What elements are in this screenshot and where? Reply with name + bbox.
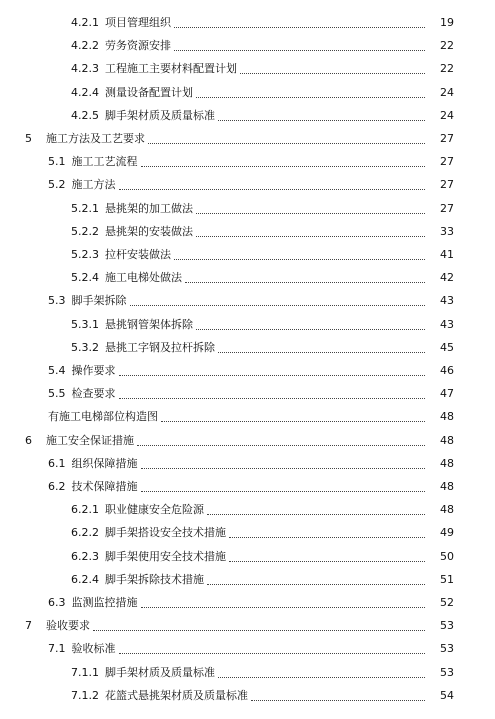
toc-entry[interactable] (0, 153, 495, 171)
toc-entry-title: 脚手架搭设安全技术措施 (105, 526, 226, 539)
toc-entry-number: 4.2.5 (71, 109, 99, 122)
toc-entry-number: 5.2.1 (71, 202, 99, 215)
toc-entry-page: 42 (440, 271, 454, 284)
toc-entry-title: 职业健康安全危险源 (105, 503, 204, 516)
toc-entry[interactable] (0, 176, 495, 194)
toc-entry-page: 48 (440, 503, 454, 516)
toc-entry-title: 花篮式悬挑架材质及质量标准 (105, 689, 248, 702)
toc-entry-number: 5.5 (48, 387, 66, 400)
dot-leader (119, 397, 426, 399)
toc-entry-page: 51 (440, 573, 454, 586)
toc-entry[interactable] (0, 292, 495, 310)
toc-entry-page: 53 (440, 619, 454, 632)
toc-entry[interactable] (0, 316, 495, 334)
toc-entry-title: 检查要求 (71, 387, 116, 400)
toc-entry[interactable] (0, 246, 495, 264)
toc-entry-page: 48 (440, 434, 454, 447)
dot-leader (207, 513, 425, 515)
toc-entry-number: 6.2.4 (71, 573, 99, 586)
toc-entry-page: 49 (440, 526, 454, 539)
dot-leader (141, 606, 426, 608)
toc-entry-title: 悬挑钢管架体拆除 (105, 318, 193, 331)
toc-entry[interactable] (0, 501, 495, 519)
toc-entry[interactable] (0, 617, 495, 635)
toc-entry-title: 操作要求 (71, 364, 116, 377)
dot-leader (196, 96, 425, 98)
toc-entry-page: 33 (440, 225, 454, 238)
toc-entry-page: 27 (440, 178, 454, 191)
toc-entry-page: 43 (440, 318, 454, 331)
toc-entry-page: 43 (440, 294, 454, 307)
toc-entry-title: 悬挑架的加工做法 (105, 202, 193, 215)
toc-entry[interactable] (0, 687, 495, 705)
toc-entry-page: 27 (440, 132, 454, 145)
toc-entry-title: 测量设备配置计划 (105, 86, 193, 99)
toc-entry-number: 7.1 (48, 642, 66, 655)
toc-entry-number: 7 (25, 619, 32, 632)
toc-entry-page: 24 (440, 86, 454, 99)
toc-entry-page: 54 (440, 689, 454, 702)
toc-entry-number: 6.3 (48, 596, 66, 609)
dot-leader (196, 212, 425, 214)
toc-entry-title: 施工安全保证措施 (46, 434, 134, 447)
toc-entry[interactable] (0, 432, 495, 450)
dot-leader (174, 258, 425, 260)
toc-entry[interactable] (0, 14, 495, 32)
toc-entry-page: 47 (440, 387, 454, 400)
dot-leader (119, 188, 426, 190)
dot-leader (141, 165, 426, 167)
toc-entry[interactable] (0, 455, 495, 473)
toc-entry[interactable] (0, 408, 495, 426)
dot-leader (218, 351, 425, 353)
toc-entry-title: 监测监控措施 (71, 596, 138, 609)
toc-entry-number: 6.2 (48, 480, 66, 493)
toc-entry-title: 验收要求 (46, 619, 90, 632)
toc-entry-page: 41 (440, 248, 454, 261)
toc-entry-page: 48 (440, 480, 454, 493)
toc-entry-title: 项目管理组织 (105, 16, 171, 29)
toc-entry-number: 5.2.2 (71, 225, 99, 238)
toc-entry-number: 4.2.1 (71, 16, 99, 29)
toc-entry-page: 48 (440, 457, 454, 470)
toc-entry[interactable] (0, 269, 495, 287)
toc-entry-title: 拉杆安装做法 (105, 248, 171, 261)
toc-entry[interactable] (0, 339, 495, 357)
toc-entry[interactable] (0, 362, 495, 380)
toc-entry-number: 6.1 (48, 457, 66, 470)
dot-leader (185, 281, 425, 283)
toc-entry[interactable] (0, 223, 495, 241)
toc-entry-title: 技术保障措施 (71, 480, 138, 493)
toc-entry-number: 5.3 (48, 294, 66, 307)
toc-entry-title: 施工方法 (71, 178, 116, 191)
toc-entry-number: 5.3.2 (71, 341, 99, 354)
toc-entry-title: 施工电梯处做法 (105, 271, 182, 284)
dot-leader (119, 652, 426, 654)
toc-entry-number: 5.3.1 (71, 318, 99, 331)
toc-entry-title: 施工工艺流程 (71, 155, 138, 168)
toc-entry-page: 46 (440, 364, 454, 377)
toc-entry-title: 组织保障措施 (71, 457, 138, 470)
toc-entry-page: 53 (440, 666, 454, 679)
toc-entry-number: 6.2.2 (71, 526, 99, 539)
toc-entry-title: 施工方法及工艺要求 (46, 132, 145, 145)
dot-leader (240, 72, 425, 74)
toc-entry[interactable] (0, 107, 495, 125)
toc-entry-number: 5.2.3 (71, 248, 99, 261)
dot-leader (229, 560, 425, 562)
dot-leader (93, 629, 425, 631)
dot-leader (137, 444, 425, 446)
toc-entry-title: 悬挑工字钢及拉杆拆除 (105, 341, 215, 354)
dot-leader (148, 142, 425, 144)
toc-entry[interactable] (0, 200, 495, 218)
toc-entry-number: 4.2.2 (71, 39, 99, 52)
dot-leader (218, 676, 425, 678)
toc-entry[interactable] (0, 571, 495, 589)
dot-leader (130, 304, 426, 306)
toc-entry-number: 6 (25, 434, 32, 447)
toc-entry-number: 5 (25, 132, 32, 145)
toc-entry[interactable] (0, 548, 495, 566)
toc-entry-title: 有施工电梯部位构造图 (48, 410, 158, 423)
dot-leader (141, 490, 426, 492)
dot-leader (207, 583, 425, 585)
toc-entry-page: 52 (440, 596, 454, 609)
toc-entry-number: 5.1 (48, 155, 66, 168)
toc-entry-title: 工程施工主要材料配置计划 (105, 62, 237, 75)
toc-entry-title: 脚手架材质及质量标准 (105, 109, 215, 122)
toc-entry-page: 27 (440, 155, 454, 168)
dot-leader (251, 699, 425, 701)
toc-entry-number: 7.1.1 (71, 666, 99, 679)
toc-entry-page: 48 (440, 410, 454, 423)
toc-entry[interactable] (0, 664, 495, 682)
toc-entry-page: 22 (440, 39, 454, 52)
toc-entry-page: 53 (440, 642, 454, 655)
dot-leader (196, 235, 425, 237)
toc-entry[interactable] (0, 478, 495, 496)
toc-entry-number: 5.2.4 (71, 271, 99, 284)
dot-leader (229, 536, 425, 538)
toc-entry-number: 4.2.4 (71, 86, 99, 99)
toc-entry-number: 5.4 (48, 364, 66, 377)
toc-entry-title: 悬挑架的安装做法 (105, 225, 193, 238)
toc-entry-title: 脚手架使用安全技术措施 (105, 550, 226, 563)
toc-entry[interactable] (0, 524, 495, 542)
toc-entry-number: 5.2 (48, 178, 66, 191)
toc-entry-number: 4.2.3 (71, 62, 99, 75)
toc-entry[interactable] (0, 60, 495, 78)
toc-entry-page: 50 (440, 550, 454, 563)
dot-leader (161, 420, 425, 422)
dot-leader (218, 119, 425, 121)
toc-entry-page: 24 (440, 109, 454, 122)
toc-entry[interactable] (0, 385, 495, 403)
toc-entry[interactable] (0, 84, 495, 102)
toc-entry[interactable] (0, 640, 495, 658)
dot-leader (119, 374, 426, 376)
toc-entry-number: 6.2.3 (71, 550, 99, 563)
toc-entry-title: 脚手架材质及质量标准 (105, 666, 215, 679)
toc-entry-title: 脚手架拆除技术措施 (105, 573, 204, 586)
toc-entry-title: 脚手架拆除 (71, 294, 127, 307)
toc-entry-number: 6.2.1 (71, 503, 99, 516)
toc-entry-page: 22 (440, 62, 454, 75)
toc-entry-page: 19 (440, 16, 454, 29)
toc-entry-number: 7.1.2 (71, 689, 99, 702)
dot-leader (174, 26, 425, 28)
toc-entry-page: 45 (440, 341, 454, 354)
toc-entry[interactable] (0, 594, 495, 612)
toc-entry-page: 27 (440, 202, 454, 215)
toc-entry[interactable] (0, 130, 495, 148)
dot-leader (196, 328, 425, 330)
toc-entry-title: 劳务资源安排 (105, 39, 171, 52)
toc-entry-title: 验收标准 (71, 642, 116, 655)
dot-leader (174, 49, 425, 51)
toc-entry[interactable] (0, 37, 495, 55)
dot-leader (141, 467, 426, 469)
